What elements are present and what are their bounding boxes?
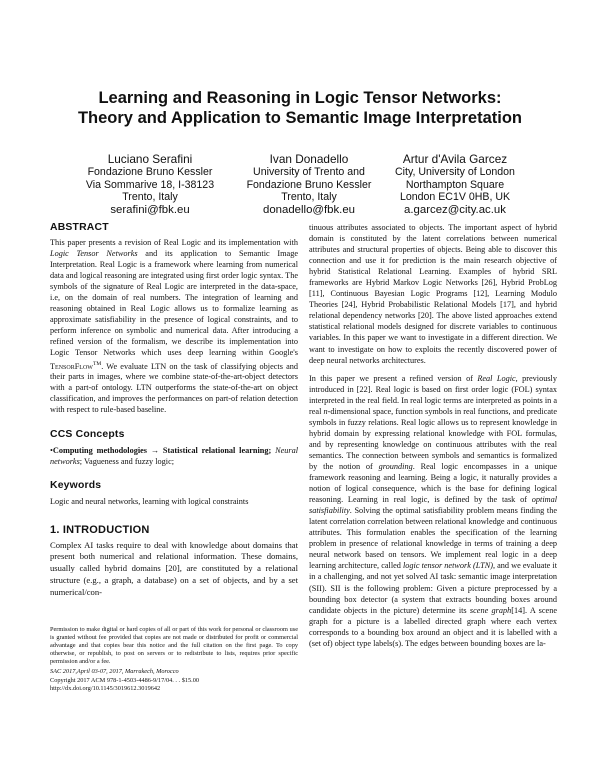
- tensorflow-term: TensorFlow: [50, 361, 93, 371]
- left-column: [50, 222, 298, 599]
- title-line-1: Learning and Reasoning in Logic Tensor Networks:: [98, 89, 502, 107]
- author-affiliation: University of Trento and: [253, 166, 365, 178]
- author-donadello: [237, 153, 381, 217]
- author-city: London EC1V 0HB, UK: [399, 191, 511, 203]
- trademark-mark: TM: [92, 360, 102, 367]
- intro-paragraph-2: In this paper we present a refined version of Real Logic, previously introduced in [22]. Real logic is based on first order logic (FOL) syntax interpreted in the real field. In real logic terms are interpreted as points in a real n-dimensional space, function symbols in real functions, and predicate symbols in fuzzy relations. Real logic allows us to represent knowledge in hybrid domain by expressing relational knowledge with FOL formulas, and by representing knowledge on continuous attributes with the real semantics. The connection between symbols and semantics is formalized by the notion of grounding. Real logic encompasses in a unique framework reasoning and learning. Being a logic, it naturally provides a notion of logical consequence, which is the base for defining logical reasoning. Learning in real logic, is defined by the task of optimal satisfiability. Solving the optimal satisfiability problem means finding the latent correlation correlation between relational knowledge and continuous attributes. This formulation enables the specification of the learning problem in presence of relational knowledge in terms of training a deep neural network based on tensors. We implement real logic in a deep learning architecture, called logic tensor network (LTN), and we evaluate it in a challenging, and not yet solved AI task: semantic image interpretation (SII). SII is the following problem: Given a picture preprocessed by a bounding box detector (a system that extracts bounding boxes around candidate objects in the picture) determine its scene graph[14]. A scene graph for a picture is a labelled directed graph where each vertex corresponds to a bounding box around an object and it is labelled with a (set of) object type labels(s). The edges between bounding boxes are la-: [309, 373, 557, 648]
- copyright-footnote: [50, 626, 298, 693]
- ccs-concepts: •Computing methodologies → Statistical relational learning; Neural networks; Vagueness and fuzzy logic;: [50, 445, 298, 466]
- title-line-2: Theory and Application to Semantic Image Interpretation: [77, 109, 523, 127]
- keywords-heading: Keywords: [50, 479, 102, 491]
- author-address: Via Sommarive 18, I-38123: [85, 178, 215, 191]
- author-garcez: [383, 153, 527, 217]
- author-name: Artur d'Avila Garcez: [402, 152, 508, 166]
- author-block: [0, 152, 600, 216]
- author-address: Fondazione Bruno Kessler: [246, 178, 372, 191]
- introduction-heading: 1. INTRODUCTION: [50, 523, 150, 536]
- right-column: [309, 222, 557, 649]
- conference-info: SAC 2017,April 03-07, 2017, Marrakech, Morocco: [50, 668, 179, 676]
- ltn-term: Logic Tensor Networks: [50, 249, 138, 259]
- intro-continuation: tinuous attributes associated to objects. The important aspect of hybrid domain is constituted by the latent correlations between numerical attributes and structural properties of objects. Being able to discover this connection and use it for prediction is the main research objective of hybrid Statistical Relational Learning. Examples of hybrid SRL frameworks are Hybrid Markov Logic Networks [26], Hybrid ProbLog [11], Continuous Bayesian Logic Programs [12], Learning Modulo Theories [24], Hybrid Probabilistic Relational Models [17], and hybrid relational dependency networks [20]. The above listed approaches extend statistical relational models designed for discrete variables to continuous variables. In this paper we want to investigate in a different direction. We want to investigate on how to exploits the recently discovered power of deep neural networks architectures.: [309, 223, 557, 365]
- author-serafini: [78, 153, 222, 217]
- doi-link[interactable]: http://dx.doi.org/10.1145/3019612.3019642: [50, 684, 161, 692]
- author-affiliation: City, University of London: [395, 166, 515, 178]
- abstract-heading: ABSTRACT: [50, 222, 109, 233]
- author-email[interactable]: a.garcez@city.ac.uk: [404, 203, 506, 216]
- author-city: Trento, Italy: [122, 191, 178, 203]
- copyright-line: Copyright 2017 ACM 978-1-4503-4486-9/17/04. . . $15.00: [50, 676, 200, 684]
- author-name: Luciano Serafini: [107, 152, 193, 166]
- ccs-heading: CCS Concepts: [50, 428, 125, 440]
- author-city: Trento, Italy: [281, 191, 337, 203]
- author-affiliation: Fondazione Bruno Kessler: [87, 166, 213, 178]
- abstract-text: This paper presents a revision of Real Logic and its implementation with Logic Tensor Networks and its application to Semantic Image Interpretation. Real Logic is a framework where learning from numerical data and logical reasoning are integrated using first order logic syntax. The symbols of the signature of Real Logic are interpreted in the data-space, i.e, on the domain of real numbers. The integration of learning and reasoning obtained in Real Logic allows us to formalize learning as approximate satisfiability in the presence of logical constraints, and to perform inference on symbolic and numerical data. After introducing a refined version of the formalism, we describe its implementation into Logic Tensor Networks which uses deep learning within Google's TensorFlow™. We evaluate LTN on the task of classifying objects and their parts in images, where we combine state-of-the-art-object detectors with a part-of ontology. LTN outperforms the state-of-the-art on object classification, and improves the performances on part-of relation detection with respect to rule-based baseline.: [50, 238, 299, 415]
- author-email[interactable]: serafini@fbk.eu: [110, 203, 190, 216]
- permission-notice: Permission to make digital or hard copies of all or part of this work for personal or classroom use is granted without fee provided that copies are not made or distributed for profit or commercial advantage and that copies bear this notice and the full citation on the first page. To copy otherwise, or republish, to post on servers or to redistribute to lists, requires prior specific permission and/or a fee.: [50, 626, 298, 666]
- author-email[interactable]: donadello@fbk.eu: [263, 203, 355, 216]
- introduction-text: Complex AI tasks require to deal with knowledge about domains that present both numerical and relational information. These domains, usually called hybrid domains [20], are constituted by a relational structure (e.g., a graph, a database) on a set of objects, and by a set numerical/con-: [50, 539, 298, 597]
- author-address: Northampton Square: [405, 178, 505, 191]
- paper-title: [40, 88, 560, 128]
- keywords-text: Logic and neural networks, learning with logical constraints: [50, 496, 249, 506]
- author-name: Ivan Donadello: [269, 152, 349, 166]
